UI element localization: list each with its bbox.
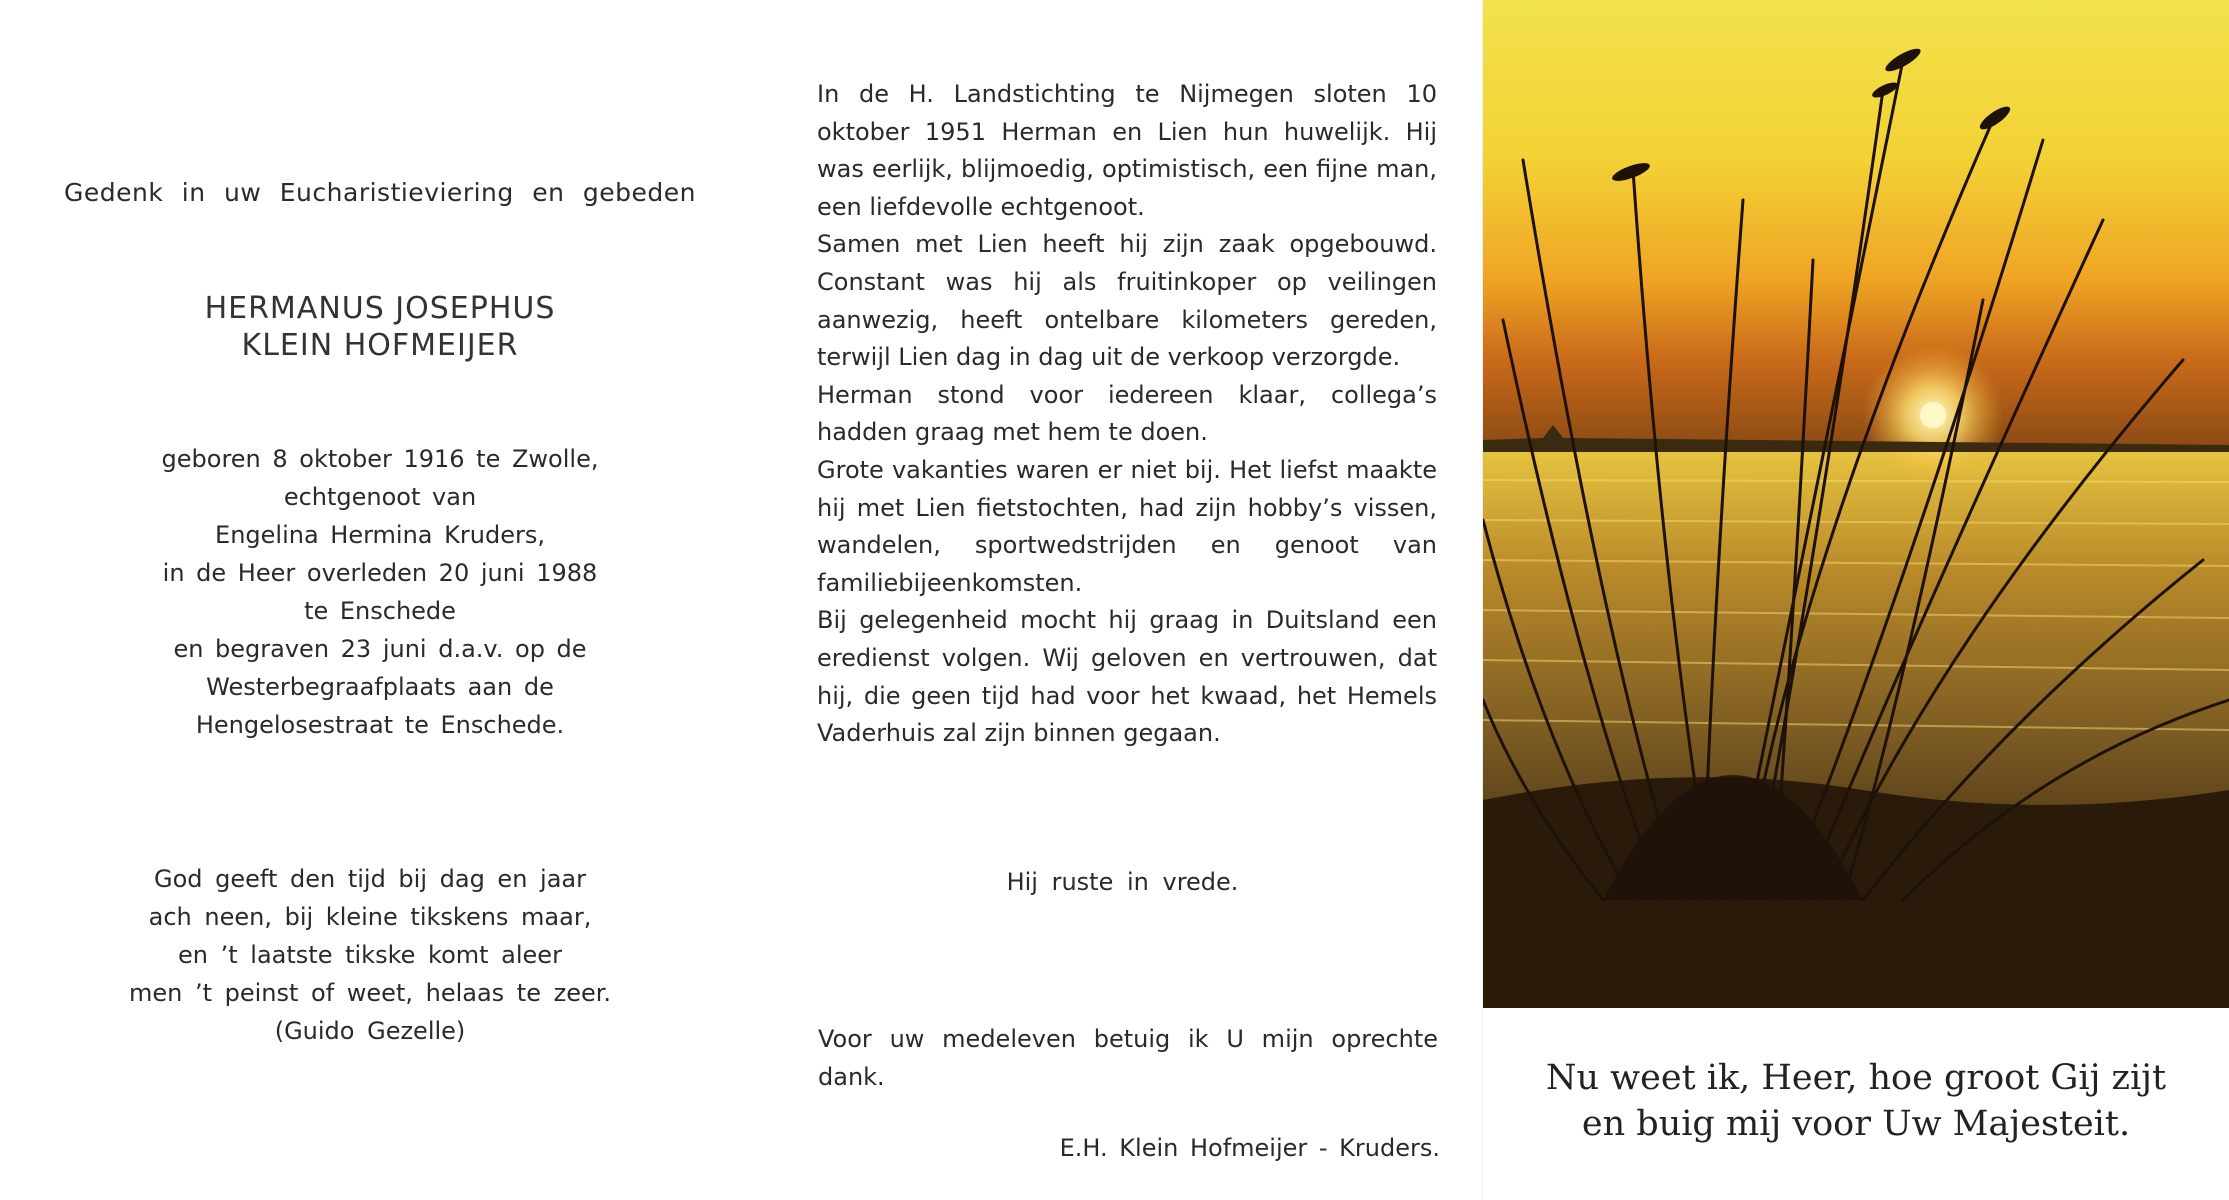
deceased-name — [0, 290, 760, 364]
bio-line: Westerbegraafplaats aan de — [206, 673, 554, 701]
story-paragraph: In de H. Landstichting te Nijmegen sloten 10 oktober 1951 Herman en Lien hun huwelijk. Hij was eerlijk, blijmoedig, optimistisch, een fijne man, een liefdevolle echtgenoot. — [817, 80, 1437, 221]
remembrance-intro: Gedenk in uw Eucharistieviering en gebeden — [64, 178, 696, 207]
poem-author: (Guido Gezelle) — [274, 1017, 466, 1045]
biography — [0, 440, 760, 744]
life-story — [817, 76, 1437, 753]
bio-line: geboren 8 oktober 1916 te Zwolle, — [161, 445, 599, 473]
story-paragraph: Herman stond voor iedereen klaar, collega’s hadden graag met hem te doen. — [817, 380, 1437, 447]
poem-line: men ’t peinst of weet, helaas te zeer. — [128, 979, 612, 1007]
bio-line: te Enschede — [304, 597, 456, 625]
story-paragraph: Samen met Lien heeft hij zijn zaak opgebouwd. Constant was hij als fruitinkoper op veilingen aanwezig, heeft ontelbare kilometers gereden, terwijl Lien dag in dag uit de verkoop verzorgde. — [817, 230, 1437, 372]
poem-line: God geeft den tijd bij dag en jaar — [154, 865, 586, 893]
sky — [1483, 0, 2229, 450]
right-panel — [1483, 0, 2229, 1200]
bio-line: in de Heer overleden 20 juni 1988 — [162, 559, 598, 587]
sun — [1920, 402, 1946, 428]
signature: E.H. Klein Hofmeijer - Kruders. — [1059, 1134, 1440, 1162]
poem — [0, 860, 740, 1050]
poem-line: ach neen, bij kleine tikskens maar, — [148, 903, 592, 931]
name-line-1: HERMANUS JOSEPHUS — [204, 291, 556, 326]
left-panel — [0, 0, 760, 1200]
rest-in-peace: Hij ruste in vrede. — [1006, 868, 1239, 896]
verse-line-1: Nu weet ik, Heer, hoe groot Gij zijt — [1545, 1058, 2167, 1098]
bio-line: echtgenoot van — [283, 483, 477, 511]
name-line-2: KLEIN HOFMEIJER — [241, 328, 519, 363]
poem-line: en ’t laatste tikske komt aleer — [178, 941, 562, 969]
middle-panel — [760, 0, 1485, 1200]
bio-line: Engelina Hermina Kruders, — [215, 521, 545, 549]
verse — [1483, 1055, 2229, 1147]
bio-line: en begraven 23 juni d.a.v. op de — [173, 635, 587, 663]
story-paragraph: Grote vakanties waren er niet bij. Het liefst maakte hij met Lien fietstochten, had zijn hobby’s vissen, wandelen, sportwedstrijden en genoot van familiebijeenkomsten. — [817, 455, 1437, 597]
sunset-reed-photo — [1483, 0, 2229, 1008]
story-paragraph: Bij gelegenheid mocht hij graag in Duitsland een eredienst volgen. Wij geloven en vertrouwen, dat hij, die geen tijd had voor het kwaad, het Hemels Vaderhuis zal zijn binnen gegaan. — [817, 606, 1437, 748]
bio-line: Hengelosestraat te Enschede. — [195, 711, 565, 739]
sunset-illustration — [1483, 0, 2229, 1008]
verse-line-2: en buig mij voor Uw Majesteit. — [1581, 1104, 2131, 1144]
thanks-note: Voor uw medeleven betuig ik U mijn oprechte dank. — [818, 1025, 1438, 1091]
